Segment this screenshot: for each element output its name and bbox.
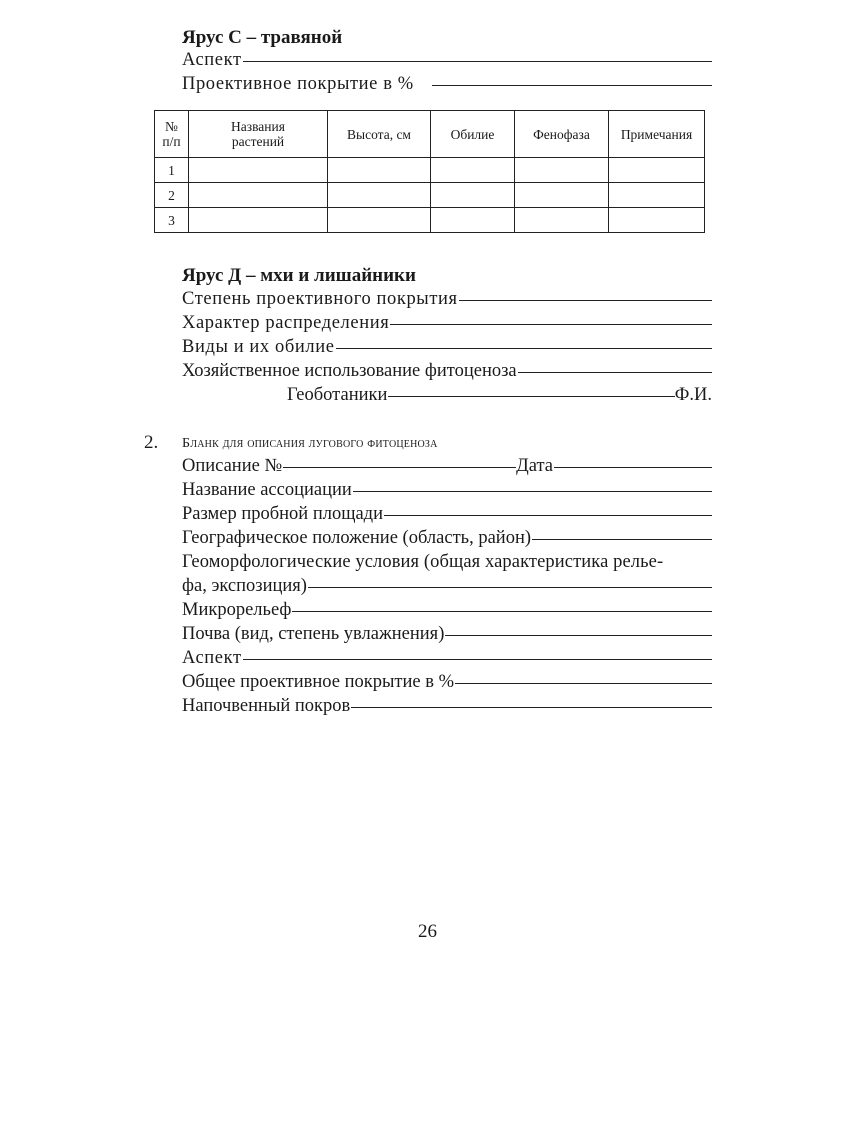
form2-row	[182, 672, 712, 696]
table-header-cell	[155, 111, 189, 158]
coverage-field-row	[182, 74, 712, 98]
table-row	[155, 183, 705, 208]
table-cell[interactable]	[609, 208, 705, 233]
distribution-input-line[interactable]	[390, 324, 712, 325]
association-name-input-line[interactable]	[353, 491, 712, 492]
geobotanist-input-line[interactable]	[388, 396, 674, 397]
geo-position-label: Географическое положение (область, район)	[182, 528, 532, 548]
table-cell[interactable]	[189, 208, 328, 233]
table-cell[interactable]	[515, 158, 609, 183]
row-number-cell: 1	[155, 158, 189, 183]
table-header-cell	[328, 111, 431, 158]
fio-label: Ф.И.	[674, 385, 712, 405]
table-cell[interactable]	[431, 208, 515, 233]
table-header-cell	[189, 111, 328, 158]
table-header-text: №	[165, 119, 178, 134]
table-cell[interactable]	[189, 158, 328, 183]
section-number: 2.	[144, 432, 159, 453]
geobotanist-label: Геоботаники	[287, 385, 388, 405]
aspect-label-2: Аспект	[182, 648, 242, 668]
description-number-label: Описание №	[182, 456, 283, 476]
coverage-label: Проективное покрытие в %	[182, 74, 414, 94]
form2-row	[182, 552, 712, 576]
date-label: Дата	[516, 456, 553, 476]
tier-d-title: Ярус Д – мхи и лишайники	[182, 265, 416, 286]
form2-row	[182, 480, 712, 504]
species-abundance-label: Виды и их обилие	[182, 337, 335, 357]
table-header-text: п/п	[162, 134, 181, 149]
coverage-input-line[interactable]	[432, 85, 712, 86]
ground-cover-label: Напочвенный покров	[182, 696, 351, 716]
table-header-text: Фенофаза	[533, 126, 590, 142]
aspect-input-line[interactable]	[243, 61, 712, 62]
association-name-label: Название ассоциации	[182, 480, 352, 500]
table-cell[interactable]	[328, 183, 431, 208]
table-header-cell	[609, 111, 705, 158]
geomorph-input-line[interactable]	[308, 587, 712, 588]
page-number: 26	[418, 921, 437, 942]
tier-d-row	[182, 289, 712, 313]
row-number-cell: 3	[155, 208, 189, 233]
tier-d-row	[182, 361, 712, 385]
soil-label: Почва (вид, степень увлажнения)	[182, 624, 445, 644]
table-cell[interactable]	[609, 158, 705, 183]
table-header-text: Высота, см	[347, 126, 411, 142]
aspect-label: Аспект	[182, 50, 242, 70]
coverage-degree-input-line[interactable]	[459, 300, 712, 301]
description-date-row	[182, 456, 712, 480]
distribution-label: Характер распределения	[182, 313, 390, 333]
geomorph-label: Геоморфологические условия (общая характеристика релье-	[182, 552, 664, 572]
plants-table	[154, 110, 705, 233]
aspect-input-line-2[interactable]	[243, 659, 712, 660]
form2-row	[182, 696, 712, 720]
species-abundance-input-line[interactable]	[336, 348, 712, 349]
table-row	[155, 158, 705, 183]
tier-c-title: Ярус С – травяной	[182, 27, 343, 48]
total-coverage-input-line[interactable]	[455, 683, 712, 684]
aspect-field-row	[182, 50, 712, 74]
table-header-text: растений	[231, 134, 285, 149]
table-cell[interactable]	[609, 183, 705, 208]
row-number-cell: 2	[155, 183, 189, 208]
table-cell[interactable]	[515, 183, 609, 208]
geo-position-input-line[interactable]	[532, 539, 712, 540]
table-cell[interactable]	[431, 158, 515, 183]
microrelief-input-line[interactable]	[292, 611, 712, 612]
total-coverage-label: Общее проективное покрытие в %	[182, 672, 454, 692]
geomorph-label-cont: фа, экспозиция)	[182, 576, 307, 596]
table-cell[interactable]	[328, 208, 431, 233]
table-header-cell	[431, 111, 515, 158]
table-header-text: Обилие	[450, 126, 495, 142]
table-header-row	[155, 111, 705, 158]
form2-row	[182, 624, 712, 648]
tier-d-row	[182, 337, 712, 361]
table-cell[interactable]	[515, 208, 609, 233]
form2-row	[182, 648, 712, 672]
description-number-input-line[interactable]	[283, 467, 516, 468]
form2-row	[182, 600, 712, 624]
table-body	[155, 158, 705, 233]
form2-row	[182, 576, 712, 600]
table-cell[interactable]	[189, 183, 328, 208]
form2-title: Бланк для описания лугового фитоценоза	[182, 436, 438, 451]
table-row	[155, 208, 705, 233]
economic-use-label: Хозяйственное использование фитоценоза	[182, 361, 517, 381]
economic-use-input-line[interactable]	[518, 372, 712, 373]
soil-input-line[interactable]	[445, 635, 712, 636]
form2-row	[182, 504, 712, 528]
microrelief-label: Микрорельеф	[182, 600, 292, 620]
table-header-text: Названия	[231, 119, 285, 134]
plot-size-label: Размер пробной площади	[182, 504, 383, 524]
coverage-degree-label: Степень проективного покрытия	[182, 289, 458, 309]
form2-row	[182, 528, 712, 552]
table-cell[interactable]	[328, 158, 431, 183]
plot-size-input-line[interactable]	[384, 515, 712, 516]
ground-cover-input-line[interactable]	[351, 707, 712, 708]
table-header-text: Примечания	[620, 126, 693, 142]
date-input-line[interactable]	[554, 467, 712, 468]
table-header-cell	[515, 111, 609, 158]
geobotanist-row	[287, 385, 712, 409]
tier-d-row	[182, 313, 712, 337]
table-cell[interactable]	[431, 183, 515, 208]
